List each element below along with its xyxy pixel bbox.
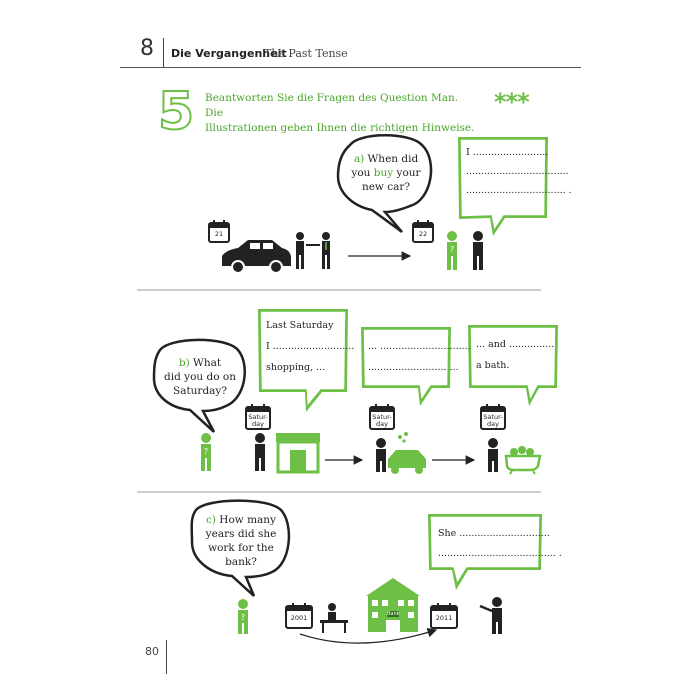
question-b-line-3: Saturday? [173, 385, 227, 397]
answer-b1-line-2: I ........................... [266, 341, 355, 352]
instruction-line-1: Beantworten Sie die Fragen des Question Man. Die [205, 92, 459, 119]
calendar-a-left-label: 21 [214, 230, 224, 238]
question-c [196, 513, 286, 569]
answer-b2-line-1: ... .............................. [368, 341, 471, 352]
answer-b1-line-3: shopping, ... [266, 362, 326, 373]
instruction-line-2: Illustrationen geben Ihnen die richtigen Hinweise. [205, 122, 475, 134]
calendar-b1-label: Satur- day [248, 413, 268, 428]
question-a-keyword: buy [373, 167, 394, 179]
svg-text:?: ? [203, 447, 209, 456]
calendar-c-right-label: 2011 [435, 614, 453, 622]
salesman-figures-icon [296, 232, 330, 269]
answer-c-line-2: ....................................... . [438, 548, 562, 559]
question-c-letter: c) [205, 514, 216, 526]
svg-text:?: ? [240, 613, 246, 622]
difficulty-stars: *** [494, 88, 529, 116]
car-icon [222, 240, 291, 273]
footer-divider [166, 640, 167, 674]
calendar-b3-label: Satur- day [483, 413, 503, 428]
answer-b3-line-2: a bath. [476, 360, 510, 371]
answer-c-line-1: She .............................. [438, 528, 550, 539]
question-man-icon [238, 599, 248, 634]
chapter-number: 8 [140, 36, 154, 61]
desk-worker-icon [320, 603, 348, 633]
question-a-line-2-post: your [393, 167, 421, 179]
page-number: 80 [145, 645, 159, 658]
bank-building-icon [366, 578, 420, 632]
question-b [156, 356, 244, 398]
shop-icon [276, 433, 320, 472]
bank-sign: Bank [387, 611, 400, 617]
answer-b1-line-1: Last Saturday [266, 320, 334, 331]
pointing-man-icon [480, 597, 502, 634]
question-a-line-1: When did [367, 153, 419, 165]
chapter-title: Die Vergangenheit [171, 47, 287, 60]
question-man-icon [201, 433, 211, 471]
question-a-line-2-pre: you [351, 167, 374, 179]
person-icon [488, 438, 498, 472]
calendar-b2-label: Satur- day [372, 413, 392, 428]
answer-a-line-1: I ......................... [466, 147, 549, 158]
question-b-line-1: What [189, 357, 222, 369]
question-a [342, 152, 430, 194]
answer-b3-line-1: ... and ............... [476, 339, 555, 350]
answer-a-line-2: .................................. [466, 166, 569, 177]
question-a-line-3: new car? [361, 181, 411, 193]
calendar-c-left-label: 2001 [290, 614, 308, 622]
question-man-icon [447, 231, 457, 270]
question-c-line-4: bank? [225, 556, 257, 568]
calendar-a-right-label: 22 [418, 230, 428, 238]
person-walking-icon [255, 433, 265, 471]
question-c-line-1: How many [215, 514, 277, 526]
chapter-subtitle: The Past Tense [264, 47, 348, 60]
svg-text:?: ? [449, 245, 455, 254]
question-c-line-3: work for the [208, 542, 274, 554]
question-b-letter: b) [178, 357, 190, 369]
answer-b2-line-2: .......................... ... [368, 362, 459, 373]
exercise-number: 5 [158, 82, 195, 142]
question-b-line-2: did you do on [164, 371, 236, 383]
bathtub-icon [506, 446, 540, 474]
car-wash-icon [376, 432, 426, 474]
person-icon [473, 231, 483, 270]
question-a-letter: a) [353, 153, 365, 165]
question-c-line-2: years did she [205, 528, 277, 540]
answer-a-line-3: ................................. . [466, 185, 572, 196]
